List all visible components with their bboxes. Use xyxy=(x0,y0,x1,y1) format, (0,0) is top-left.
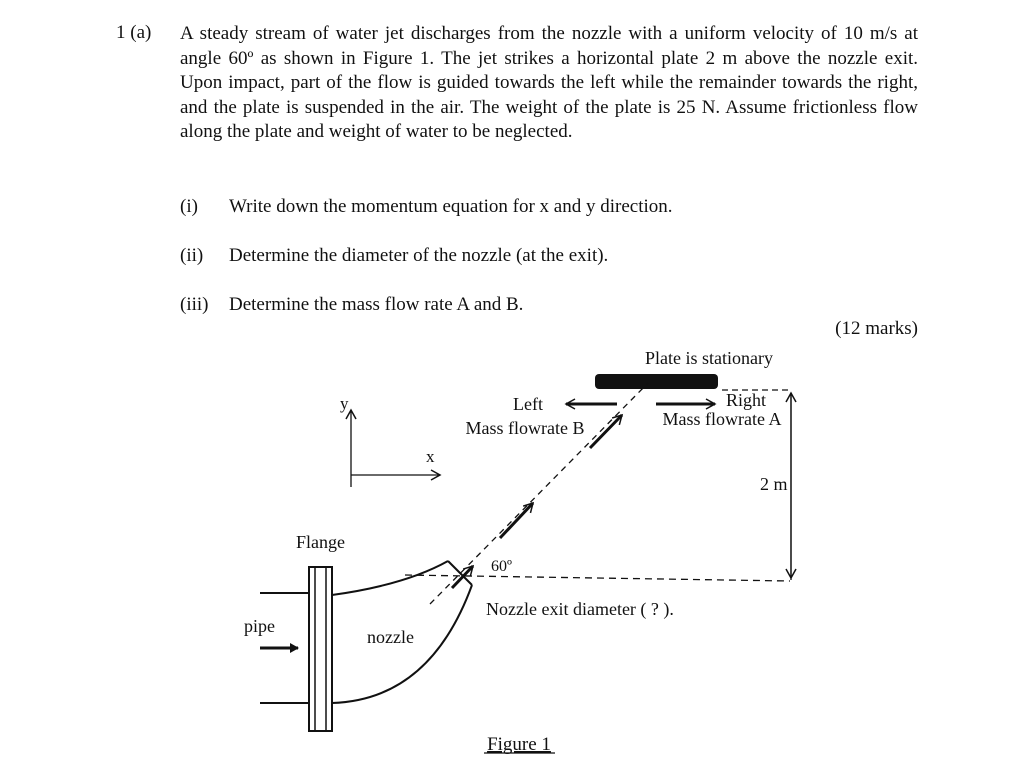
left-label: Left xyxy=(513,394,543,414)
height-label: 2 m xyxy=(760,474,788,494)
mass-flowrate-b-label: Mass flowrate B xyxy=(465,418,585,438)
jet-centreline xyxy=(430,383,648,604)
jet-arrow-upper xyxy=(590,415,622,448)
marks-label: (12 marks) xyxy=(835,318,918,339)
sub-question-number: (ii) xyxy=(180,245,204,266)
flange xyxy=(309,567,332,731)
y-axis-label: y xyxy=(340,394,349,413)
jet-arrow-middle xyxy=(500,503,533,538)
plate xyxy=(595,374,718,389)
figure-caption: Figure 1 xyxy=(487,734,551,755)
sub-question-number: (i) xyxy=(180,196,198,217)
x-axis-label: x xyxy=(426,447,435,466)
pipe-label: pipe xyxy=(244,616,275,636)
question-number: 1 (a) xyxy=(116,22,152,43)
plate-label: Plate is stationary xyxy=(645,348,773,368)
right-label: Right xyxy=(725,390,767,410)
flange-label: Flange xyxy=(296,532,345,552)
sub-question-text: Determine the mass flow rate A and B. xyxy=(229,294,524,315)
mass-flowrate-a-label: Mass flowrate A xyxy=(662,409,782,429)
sub-question-number: (iii) xyxy=(180,294,209,315)
sub-question-text: Determine the diameter of the nozzle (at the exit). xyxy=(229,245,609,266)
nozzle-upper-wall xyxy=(332,561,448,595)
nozzle-label: nozzle xyxy=(367,627,414,647)
question-text: A steady stream of water jet discharges from the nozzle with a uniform velocity of 10 m/s at angle 60º as shown in Figure 1. The jet strikes a horizontal plate 2 m above the nozzle exit. Upon impact, part of the flow is guided towards the left while the remainder towards the right, and the plate is suspended in the air. The weight of the plate is 25 N. Assume frictionless flow along the plate and weight of water to be neglected. xyxy=(180,23,918,142)
sub-question-text: Write down the momentum equation for x and y direction. xyxy=(229,196,673,217)
nozzle-exit-label: Nozzle exit diameter ( ? ). xyxy=(486,599,674,619)
angle-label: 60º xyxy=(491,558,512,575)
